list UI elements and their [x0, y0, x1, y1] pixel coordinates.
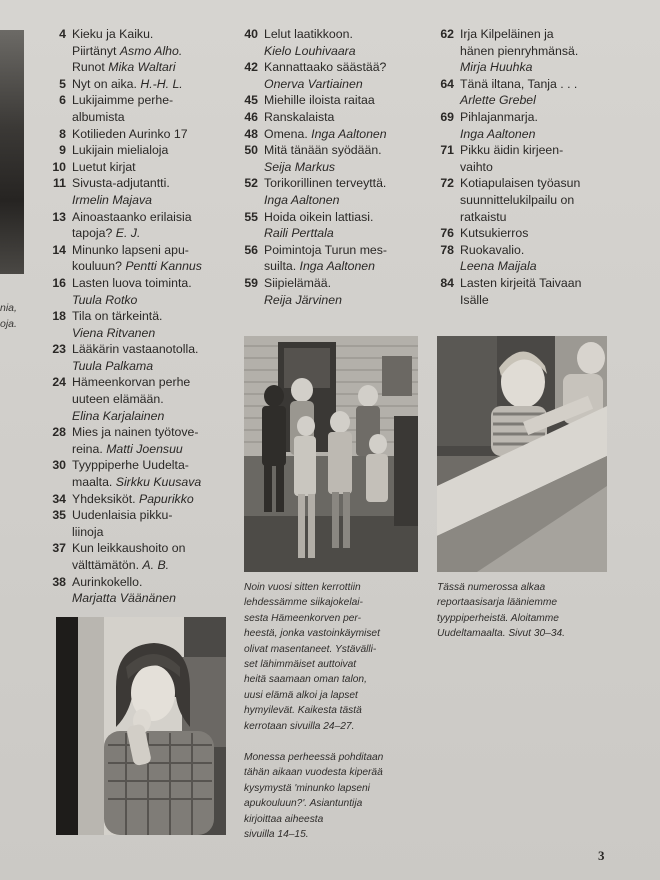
toc-entry: [44, 209, 234, 242]
toc-text: liinoja: [72, 524, 104, 539]
toc-author: Mika Waltari: [108, 60, 176, 75]
toc-entry: [432, 76, 632, 109]
toc-author: Reija Järvinen: [264, 292, 342, 307]
toc-entry: [432, 225, 632, 242]
toc-text: Tyyppiperhe Uudelta-: [72, 458, 189, 473]
toc-text: Poimintoja Turun mes-: [264, 242, 388, 257]
toc-author: Tuula Rotko: [72, 292, 138, 307]
toc-title: [264, 175, 432, 208]
toc-text: Pihlajanmarja.: [460, 109, 538, 124]
toc-text: suilta.: [264, 259, 300, 274]
family-photo: [244, 336, 418, 572]
toc-line: [72, 325, 234, 342]
toc-author: Asmo Alho.: [119, 43, 183, 58]
toc-line: [264, 92, 432, 109]
toc-line: [460, 192, 632, 209]
toc-title: [72, 308, 234, 341]
toc-line: [72, 175, 234, 192]
toc-line: [72, 76, 234, 93]
toc-title: [460, 109, 632, 142]
toc-text: Pikku äidin kirjeen-: [460, 143, 564, 158]
toc-page-number: 40: [244, 27, 258, 41]
toc-line: [72, 126, 234, 143]
toc-line: [264, 26, 432, 43]
toc-author: Raili Perttala: [264, 226, 334, 241]
toc-title: [264, 242, 432, 275]
toc-author: Papurikko: [139, 491, 194, 506]
toc-entry: [432, 109, 632, 142]
toc-line: [460, 59, 632, 76]
toc-line: [72, 540, 234, 557]
toc-title: [72, 76, 234, 93]
toc-line: [460, 92, 632, 109]
toc-line: [72, 590, 234, 607]
toc-line: [264, 142, 432, 159]
toc-line: [72, 209, 234, 226]
toc-page-number: 9: [59, 143, 66, 158]
toc-title: [264, 26, 432, 59]
toc-author: A. B.: [142, 558, 170, 572]
toc-text: Ainoastaanko erilaisia: [72, 209, 192, 224]
toc-title: [72, 374, 234, 424]
toc-line: [460, 225, 632, 242]
toc-author: Inga Aaltonen: [460, 126, 536, 141]
toc-line: [264, 225, 432, 242]
toc-title: [264, 209, 432, 242]
toc-line: [460, 242, 632, 259]
toc-line: [460, 126, 632, 143]
toc-entry: [432, 275, 632, 308]
toc-entry: [432, 142, 632, 175]
toc-page-number: 62: [440, 27, 454, 41]
toc-text: Runot: [72, 60, 109, 75]
toc-entry: [44, 341, 234, 374]
toc-author: Inga Aaltonen: [264, 192, 340, 207]
caption-line: set lähimmäiset auttoivat: [244, 659, 357, 671]
toc-entry: [236, 209, 432, 242]
toc-page-number: 5: [59, 76, 66, 91]
family-photo-image: [244, 336, 418, 572]
toc-line: [460, 159, 632, 176]
toc-title: [264, 92, 432, 109]
toc-text: Tänä iltana, Tanja . . .: [460, 76, 578, 91]
toc-line: [72, 43, 234, 60]
toc-page-number: 38: [52, 574, 66, 589]
toc-text: vaihto: [460, 159, 493, 174]
caption-line: hymyilevät. Kaikesta tästä: [244, 705, 362, 717]
caption-line: heitä saamaan oman talon,: [244, 674, 367, 686]
toc-author: Sirkku Kuusava: [115, 475, 202, 490]
toc-page-number: 10: [52, 159, 66, 174]
toc-author: Mirja Huuhka: [460, 60, 533, 75]
bench-caption: [437, 580, 617, 642]
toc-page-number: 14: [52, 242, 66, 257]
toc-page-number: 18: [52, 309, 66, 324]
toc-text: kouluun?: [72, 259, 126, 274]
toc-page-number: 42: [244, 60, 258, 75]
toc-title: [72, 507, 234, 540]
toc-line: [264, 109, 432, 126]
toc-line: [72, 109, 234, 126]
toc-author: Matti Joensuu: [106, 441, 183, 456]
toc-title: [460, 76, 632, 109]
toc-text: Kannattaako säästää?: [264, 60, 387, 75]
toc-entry: [432, 175, 632, 225]
toc-text: suunnittelukilpailu on: [460, 192, 575, 207]
toc-entry: [44, 175, 234, 208]
toc-title: [72, 341, 234, 374]
toc-line: [72, 507, 234, 524]
toc-line: [264, 175, 432, 192]
left-fragment-text: [0, 300, 17, 332]
toc-line: [72, 574, 234, 591]
toc-text: Miehille iloista raitaa: [264, 93, 375, 108]
toc-line: [460, 292, 632, 309]
toc-line: [72, 491, 234, 508]
toc-text: maalta.: [72, 475, 116, 490]
toc-text: Uudenlaisia pikku-: [72, 508, 173, 523]
toc-line: [460, 76, 632, 93]
caption-line: apukouluun?'. Asiantuntija: [244, 798, 363, 810]
toc-title: [264, 275, 432, 308]
toc-line: [264, 275, 432, 292]
toc-title: [72, 126, 234, 143]
toc-entry: [44, 507, 234, 540]
toc-entry: [44, 308, 234, 341]
toc-line: [460, 209, 632, 226]
toc-line: [72, 457, 234, 474]
toc-author: Inga Aaltonen: [299, 259, 375, 274]
toc-entry: [432, 242, 632, 275]
bench-photo-image: [437, 336, 607, 572]
caption-line: lehdessämme siikajokelai-: [244, 597, 363, 609]
toc-title: [460, 275, 632, 308]
toc-text: Lasten kirjeitä Taivaan: [460, 275, 582, 290]
toc-entry: [236, 126, 432, 143]
toc-line: [72, 358, 234, 375]
toc-entry: [44, 491, 234, 508]
toc-text: uuteen elämään.: [72, 392, 164, 407]
toc-entry: [236, 109, 432, 126]
toc-page-number: 45: [244, 93, 258, 108]
toc-title: [264, 142, 432, 175]
toc-author: Irmelin Majava: [72, 192, 152, 207]
toc-title: [72, 175, 234, 208]
toc-line: [460, 109, 632, 126]
toc-line: [460, 43, 632, 60]
toc-line: [460, 258, 632, 275]
toc-text: Nyt on aika.: [72, 76, 141, 91]
toc-entry: [236, 26, 432, 59]
toc-text: ratkaistu: [460, 209, 507, 224]
caption-line: Uudeltamaalta. Sivut 30–34.: [437, 628, 565, 640]
toc-line: [264, 43, 432, 60]
boy-caption: [244, 750, 434, 842]
toc-page-number: 6: [59, 93, 66, 108]
toc-line: [72, 424, 234, 441]
toc-text: Lelut laatikkoon.: [264, 27, 353, 41]
toc-page-number: 37: [52, 541, 66, 556]
toc-text: Sivusta-adjutantti.: [72, 176, 170, 191]
toc-page-number: 48: [244, 126, 258, 141]
toc-text: Kieku ja Kaiku.: [72, 27, 154, 41]
caption-line: Monessa perheessä pohditaan: [244, 752, 384, 763]
toc-line: [72, 341, 234, 358]
toc-text: Lukijain mielialoja: [72, 143, 169, 158]
toc-text: Hämeenkorvan perhe: [72, 375, 191, 390]
toc-text: Lääkärin vastaanotolla.: [72, 342, 199, 357]
toc-entry: [44, 76, 234, 93]
toc-line: [72, 159, 234, 176]
toc-line: [72, 474, 234, 491]
boy-photo: [56, 617, 226, 835]
toc-text: Kutsukierros: [460, 226, 529, 241]
toc-text: albumista: [72, 109, 125, 124]
toc-line: [72, 142, 234, 159]
toc-text: hänen pienryhmänsä.: [460, 43, 579, 58]
toc-title: [72, 142, 234, 159]
toc-text: Piirtänyt: [72, 43, 120, 58]
edge-photo-fragment: [0, 30, 24, 274]
toc-page-number: 71: [440, 143, 454, 158]
toc-author: Kielo Louhivaara: [264, 43, 356, 58]
toc-text: välttämätön.: [72, 558, 143, 572]
toc-author: Inga Aaltonen: [311, 126, 387, 141]
toc-entry: [44, 457, 234, 490]
toc-title: [264, 109, 432, 126]
toc-line: [264, 59, 432, 76]
toc-author: Elina Karjalainen: [72, 408, 165, 423]
toc-page-number: 16: [52, 275, 66, 290]
toc-page-number: 69: [440, 109, 454, 124]
toc-title: [72, 424, 234, 457]
toc-line: [460, 26, 632, 43]
boy-photo-image: [56, 617, 226, 835]
toc-page-number: 28: [52, 425, 66, 440]
toc-title: [72, 209, 234, 242]
toc-page-number: 34: [52, 491, 66, 506]
toc-line: [72, 441, 234, 458]
toc-title: [72, 491, 234, 508]
toc-page-number: 35: [52, 508, 66, 523]
caption-line: heestä, jonka vastoinkäymiset: [244, 628, 380, 640]
toc-title: [72, 457, 234, 490]
toc-entry: [44, 424, 234, 457]
toc-author: Leena Maijala: [460, 259, 537, 274]
toc-line: [264, 209, 432, 226]
toc-text: tapoja?: [72, 226, 116, 241]
toc-line: [72, 391, 234, 408]
toc-author: Arlette Grebel: [460, 93, 536, 108]
toc-text: Lukijaimme perhe-: [72, 93, 174, 108]
toc-title: [460, 175, 632, 225]
toc-page-number: 59: [244, 275, 258, 290]
toc-entry: [236, 175, 432, 208]
toc-title: [72, 26, 234, 76]
toc-line: [72, 59, 234, 76]
toc-line: [264, 76, 432, 93]
toc-page-number: 52: [244, 176, 258, 191]
toc-text: Ranskalaista: [264, 109, 335, 124]
toc-text: Kun leikkaushoito on: [72, 541, 186, 556]
toc-entry: [44, 142, 234, 159]
toc-line: [72, 524, 234, 541]
toc-author: E. J.: [115, 226, 141, 241]
toc-page-number: 23: [52, 342, 66, 357]
toc-line: [264, 258, 432, 275]
toc-title: [264, 59, 432, 92]
toc-page-number: 50: [244, 143, 258, 158]
caption-line: tyyppiperheistä. Aloitamme: [437, 612, 559, 624]
caption-line: reportaasisarja lääniemme: [437, 597, 558, 609]
toc-text: Ruokavalio.: [460, 242, 525, 257]
toc-page-number: 78: [440, 242, 454, 257]
toc-text: Minunko lapseni apu-: [72, 242, 189, 257]
toc-entry: [44, 574, 234, 607]
toc-text: Luetut kirjat: [72, 159, 136, 174]
toc-line: [264, 126, 432, 143]
bench-photo: [437, 336, 607, 572]
toc-line: [460, 175, 632, 192]
caption-line: kysymystä 'minunko lapseni: [244, 782, 370, 794]
page-number: 3: [598, 848, 605, 863]
toc-entry: [44, 26, 234, 76]
toc-line: [460, 142, 632, 159]
toc-text: Tila on tärkeintä.: [72, 309, 163, 324]
toc-page-number: 8: [59, 126, 66, 141]
toc-line: [72, 308, 234, 325]
toc-page-number: 30: [52, 458, 66, 473]
toc-text: Mies ja nainen työtove-: [72, 425, 199, 440]
toc-text: Aurinkokello.: [72, 574, 143, 589]
toc-line: [72, 258, 234, 275]
toc-line: [264, 292, 432, 309]
toc-column-1: [44, 26, 234, 607]
toc-line: [72, 92, 234, 109]
toc-page-number: 24: [52, 375, 66, 390]
toc-entry: [44, 374, 234, 424]
caption-line: sivuilla 14–15.: [244, 829, 309, 841]
toc-title: [460, 142, 632, 175]
toc-page-number: 55: [244, 209, 258, 224]
caption-line: Noin vuosi sitten kerrottiin: [244, 582, 361, 593]
toc-author: Pentti Kannus: [125, 259, 202, 274]
caption-line: sesta Hämeenkorven per-: [244, 612, 362, 624]
toc-author: Onerva Vartiainen: [264, 76, 363, 91]
toc-title: [264, 126, 432, 143]
toc-line: [72, 292, 234, 309]
toc-text: Lasten luova toiminta.: [72, 275, 192, 290]
toc-text: Hoida oikein lattiasi.: [264, 209, 374, 224]
toc-line: [72, 408, 234, 425]
toc-column-2: [236, 26, 432, 308]
toc-line: [72, 26, 234, 43]
toc-page-number: 76: [440, 226, 454, 241]
toc-author: H.-H. L.: [140, 76, 183, 91]
toc-page-number: 72: [440, 176, 454, 191]
toc-page-number: 84: [440, 275, 454, 290]
toc-page-number: 11: [53, 176, 66, 191]
toc-text: Irja Kilpeläinen ja: [460, 27, 554, 41]
caption-line: Tässä numerossa alkaa: [437, 582, 546, 593]
toc-entry: [44, 275, 234, 308]
toc-text: Mitä tänään syödään.: [264, 143, 382, 158]
toc-text: reina.: [72, 441, 107, 456]
family-caption: [244, 580, 424, 734]
toc-entry: [236, 59, 432, 92]
toc-text: Kotilieden Aurinko 17: [72, 126, 188, 141]
toc-entry: [236, 275, 432, 308]
toc-title: [460, 225, 632, 242]
toc-column-3: [432, 26, 632, 308]
toc-entry: [44, 540, 234, 573]
caption-line: olivat masentaneet. Ystävälli-: [244, 643, 377, 655]
caption-line: kerrotaan sivuilla 24–27.: [244, 720, 355, 732]
fragment-line: oja.: [0, 318, 17, 330]
toc-line: [72, 242, 234, 259]
toc-line: [72, 557, 234, 574]
toc-title: [72, 242, 234, 275]
toc-text: Siipielämää.: [264, 275, 331, 290]
caption-line: uusi elämä alkoi ja lapset: [244, 689, 358, 701]
toc-author: Viena Ritvanen: [72, 325, 156, 340]
toc-author: Marjatta Väänänen: [72, 591, 176, 606]
toc-title: [72, 159, 234, 176]
toc-title: [72, 275, 234, 308]
caption-line: kirjoittaa aiheesta: [244, 813, 324, 825]
toc-entry: [236, 92, 432, 109]
toc-line: [72, 374, 234, 391]
toc-page-number: 64: [440, 76, 454, 91]
toc-page-number: 4: [59, 27, 66, 41]
toc-line: [72, 192, 234, 209]
toc-line: [264, 192, 432, 209]
toc-page-number: 46: [244, 109, 258, 124]
toc-text: Kotiapulaisen työasun: [460, 176, 581, 191]
toc-title: [72, 574, 234, 607]
toc-entry: [44, 126, 234, 143]
toc-title: [72, 540, 234, 573]
toc-entry: [44, 92, 234, 125]
toc-line: [72, 275, 234, 292]
toc-author: Tuula Palkama: [72, 358, 154, 373]
toc-text: Yhdeksiköt.: [72, 491, 139, 506]
toc-line: [264, 242, 432, 259]
toc-entry: [44, 159, 234, 176]
caption-line: tähän aikaan vuodesta kiperää: [244, 767, 383, 779]
toc-page-number: 56: [244, 242, 258, 257]
toc-text: Omena.: [264, 126, 312, 141]
toc-text: Torikorillinen terveyttä.: [264, 176, 387, 191]
toc-page-number: 13: [52, 209, 66, 224]
toc-line: [460, 275, 632, 292]
toc-author: Seija Markus: [264, 159, 336, 174]
fragment-line: nia,: [0, 302, 17, 314]
toc-entry: [432, 26, 632, 76]
toc-title: [72, 92, 234, 125]
toc-title: [460, 242, 632, 275]
toc-entry: [236, 242, 432, 275]
toc-line: [72, 225, 234, 242]
toc-title: [460, 26, 632, 76]
toc-text: Isälle: [460, 292, 489, 307]
toc-line: [264, 159, 432, 176]
toc-entry: [44, 242, 234, 275]
toc-entry: [236, 142, 432, 175]
